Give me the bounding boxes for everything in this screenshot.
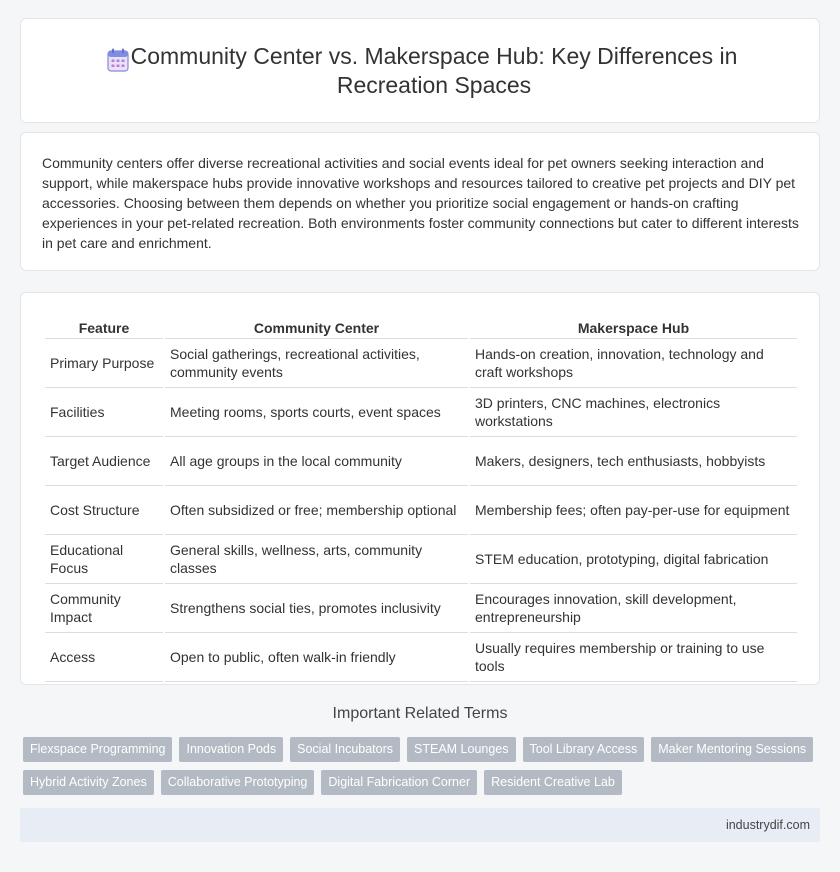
related-terms-title: Important Related Terms	[332, 705, 508, 722]
feature-cell: Educational Focus	[45, 535, 163, 584]
related-term-tag[interactable]: Tool Library Access	[523, 737, 645, 762]
table-row	[45, 388, 797, 437]
table-row	[45, 535, 797, 584]
community-center-cell: Social gatherings, recreational activities, community events	[165, 339, 468, 388]
table-row	[45, 584, 797, 633]
community-center-cell: Meeting rooms, sports courts, event spaces	[165, 388, 468, 437]
makerspace-hub-cell: STEM education, prototyping, digital fabrication	[470, 535, 797, 584]
makerspace-hub-cell: 3D printers, CNC machines, electronics workstations	[470, 388, 797, 437]
community-center-cell: Strengthens social ties, promotes inclusivity	[165, 584, 468, 633]
community-center-cell: General skills, wellness, arts, community classes	[165, 535, 468, 584]
makerspace-hub-cell: Membership fees; often pay-per-use for equipment	[470, 486, 797, 535]
related-term-tag[interactable]: STEAM Lounges	[407, 737, 516, 762]
feature-cell: Cost Structure	[45, 486, 163, 535]
intro-card	[20, 132, 820, 271]
related-term-tag[interactable]: Digital Fabrication Corner	[321, 770, 477, 795]
related-term-tag[interactable]: Resident Creative Lab	[484, 770, 622, 795]
header-feature: Feature	[45, 312, 163, 339]
makerspace-hub-cell: Encourages innovation, skill development, entrepreneurship	[470, 584, 797, 633]
community-center-cell: Often subsidized or free; membership optional	[165, 486, 468, 535]
community-center-cell: All age groups in the local community	[165, 437, 468, 486]
comparison-table	[43, 312, 799, 682]
feature-cell: Primary Purpose	[45, 339, 163, 388]
intro-paragraph: Community centers offer diverse recreational activities and social events ideal for pet owners seeking interaction and support, while makerspace hubs provide innovative workshops and resources tailored to creative pet projects and DIY pet accessories. Choosing between them depends on whether you prioritize social engagement or hands-on crafting experiences in your pet-related recreation. Both environments foster community connections but cater to different interests in pet care and enrichment.	[42, 155, 799, 251]
footer	[20, 808, 820, 842]
makerspace-hub-cell: Usually requires membership or training to use tools	[470, 633, 797, 682]
table-header-row	[45, 312, 797, 339]
header-community-center: Community Center	[165, 312, 468, 339]
header-card	[20, 18, 820, 123]
related-term-tag[interactable]: Innovation Pods	[179, 737, 283, 762]
related-term-tag[interactable]: Collaborative Prototyping	[161, 770, 315, 795]
related-term-tag[interactable]: Social Incubators	[290, 737, 400, 762]
makerspace-hub-cell: Makers, designers, tech enthusiasts, hobbyists	[470, 437, 797, 486]
community-center-cell: Open to public, often walk-in friendly	[165, 633, 468, 682]
related-terms-list	[23, 737, 823, 795]
header-makerspace-hub: Makerspace Hub	[470, 312, 797, 339]
feature-cell: Facilities	[45, 388, 163, 437]
related-term-tag[interactable]: Flexspace Programming	[23, 737, 172, 762]
feature-cell: Community Impact	[45, 584, 163, 633]
page-title: Community Center vs. Makerspace Hub: Key Differences in Recreation Spaces	[130, 42, 738, 98]
related-term-tag[interactable]: Maker Mentoring Sessions	[651, 737, 813, 762]
table-row	[45, 486, 797, 535]
comparison-card	[20, 292, 820, 685]
table-row	[45, 633, 797, 682]
feature-cell: Access	[45, 633, 163, 682]
makerspace-hub-cell: Hands-on creation, innovation, technology and craft workshops	[470, 339, 797, 388]
table-row	[45, 437, 797, 486]
table-row	[45, 339, 797, 388]
related-term-tag[interactable]: Hybrid Activity Zones	[23, 770, 154, 795]
footer-site-link[interactable]: industrydif.com	[725, 818, 810, 832]
feature-cell: Target Audience	[45, 437, 163, 486]
